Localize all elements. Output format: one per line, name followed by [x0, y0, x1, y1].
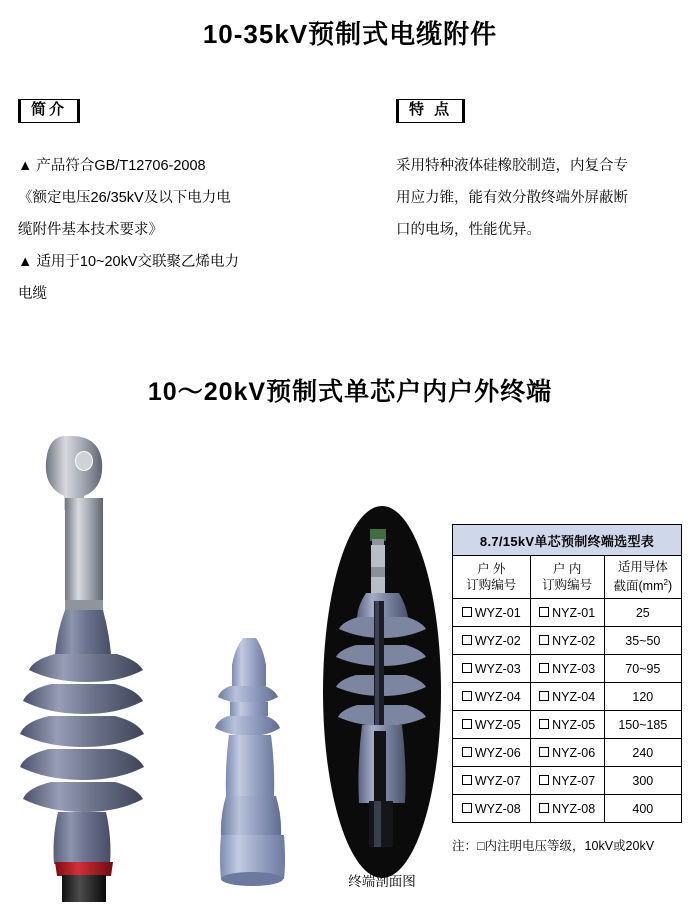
checkbox-icon[interactable]: [539, 803, 549, 813]
indoor-code: NYZ-06: [552, 745, 596, 760]
intro-line-3: 缆附件基本技术要求》: [18, 222, 163, 238]
cell-section: 120: [604, 683, 681, 711]
checkbox-icon[interactable]: [539, 691, 549, 701]
checkbox-icon[interactable]: [462, 663, 472, 673]
checkbox-icon[interactable]: [539, 663, 549, 673]
checkbox-icon[interactable]: [539, 719, 549, 729]
indoor-code: NYZ-07: [552, 773, 596, 788]
page-title: 10-35kV预制式电缆附件: [202, 19, 498, 49]
cutaway-caption: 终端剖面图: [348, 874, 416, 889]
table-header-section-line2: 截面(mm: [613, 579, 664, 594]
checkbox-icon[interactable]: [462, 803, 472, 813]
table-header-section: [604, 556, 681, 599]
indoor-code: NYZ-01: [552, 605, 596, 620]
section-tag-intro: 简介: [18, 99, 80, 123]
intro-line-4: ▲ 适用于10~20kV交联聚乙烯电力: [18, 254, 240, 270]
cell-indoor[interactable]: [530, 767, 604, 795]
cell-indoor[interactable]: [530, 739, 604, 767]
indoor-code: NYZ-02: [552, 633, 596, 648]
checkbox-icon[interactable]: [539, 747, 549, 757]
cell-indoor[interactable]: [530, 683, 604, 711]
checkbox-icon[interactable]: [462, 775, 472, 785]
cell-outdoor[interactable]: [453, 795, 531, 823]
cell-outdoor[interactable]: [453, 627, 531, 655]
cell-indoor[interactable]: [530, 711, 604, 739]
table-row: [453, 767, 682, 795]
cell-indoor[interactable]: [530, 795, 604, 823]
indoor-termination-illustration: [200, 636, 325, 906]
indoor-code: NYZ-08: [552, 801, 596, 816]
cell-outdoor[interactable]: [453, 683, 531, 711]
outdoor-code: WYZ-08: [474, 801, 521, 816]
product-image-outdoor-termination: [18, 432, 193, 902]
checkbox-icon[interactable]: [539, 635, 549, 645]
checkbox-icon[interactable]: [539, 607, 549, 617]
outdoor-code: WYZ-02: [474, 633, 521, 648]
checkbox-icon[interactable]: [462, 719, 472, 729]
indoor-code: NYZ-05: [552, 717, 596, 732]
table-header-outdoor-line2: 订购编号: [466, 578, 517, 592]
cell-section: 400: [604, 795, 681, 823]
outdoor-code: WYZ-07: [474, 773, 521, 788]
outdoor-code: WYZ-04: [474, 689, 521, 704]
indoor-code: NYZ-03: [552, 661, 596, 676]
table-row: [453, 599, 682, 627]
table-row: [453, 795, 682, 823]
product-image-cutaway: [322, 505, 442, 880]
table-row: [453, 683, 682, 711]
cell-indoor[interactable]: [530, 627, 604, 655]
intro-line-2: 《额定电压26/35kV及以下电力电: [18, 190, 231, 206]
checkbox-icon[interactable]: [462, 607, 472, 617]
table-title: 8.7/15kV单芯预制终端选型表: [453, 525, 682, 556]
checkbox-icon[interactable]: [462, 691, 472, 701]
cell-indoor[interactable]: [530, 599, 604, 627]
intro-body: [18, 150, 348, 310]
table-row: [453, 655, 682, 683]
table-row: [453, 627, 682, 655]
table-header-indoor-line1: 户 内: [552, 562, 582, 576]
features-line-1: 采用特种液体硅橡胶制造，内复合专: [396, 158, 628, 174]
outdoor-code: WYZ-01: [474, 605, 521, 620]
checkbox-icon[interactable]: [462, 747, 472, 757]
cell-section: 300: [604, 767, 681, 795]
table-header-outdoor-line1: 户 外: [477, 562, 506, 576]
checkbox-icon[interactable]: [462, 635, 472, 645]
selection-table: [452, 524, 682, 823]
cell-section: 240: [604, 739, 681, 767]
outdoor-code: WYZ-05: [474, 717, 521, 732]
table-header-section-sup: 2: [663, 578, 668, 588]
selection-table-wrap: [452, 524, 682, 823]
table-note: 注：□内注明电压等级，10kV或20kV: [452, 839, 655, 853]
features-line-3: 口的电场，性能优异。: [396, 222, 541, 238]
outdoor-termination-illustration: [18, 432, 193, 902]
intro-line-5: 电缆: [18, 286, 47, 302]
section-tag-features: 特 点: [396, 99, 465, 123]
cell-section: 25: [604, 599, 681, 627]
table-header-indoor-line2: 订购编号: [542, 578, 593, 592]
cell-indoor[interactable]: [530, 655, 604, 683]
cell-section: 150~185: [604, 711, 681, 739]
features-body: [396, 150, 686, 246]
table-row: [453, 711, 682, 739]
cell-outdoor[interactable]: [453, 711, 531, 739]
cell-outdoor[interactable]: [453, 599, 531, 627]
product-image-indoor-termination: [200, 636, 325, 906]
outdoor-code: WYZ-03: [474, 661, 521, 676]
table-row: [453, 739, 682, 767]
cell-outdoor[interactable]: [453, 739, 531, 767]
cell-outdoor[interactable]: [453, 655, 531, 683]
indoor-code: NYZ-04: [552, 689, 596, 704]
cutaway-illustration: [322, 505, 442, 880]
cell-section: 70~95: [604, 655, 681, 683]
table-header-indoor: [530, 556, 604, 599]
section-title: 10～20kV预制式单芯户内户外终端: [147, 378, 553, 406]
checkbox-icon[interactable]: [539, 775, 549, 785]
table-header-section-line1: 适用导体: [617, 560, 668, 575]
cell-section: 35~50: [604, 627, 681, 655]
features-line-2: 用应力锥，能有效分散终端外屏蔽断: [396, 190, 628, 206]
table-header-outdoor: [453, 556, 531, 599]
table-header-section-line2b: ): [667, 579, 673, 594]
intro-line-1: ▲ 产品符合GB/T12706-2008: [18, 158, 206, 174]
cell-outdoor[interactable]: [453, 767, 531, 795]
outdoor-code: WYZ-06: [474, 745, 521, 760]
